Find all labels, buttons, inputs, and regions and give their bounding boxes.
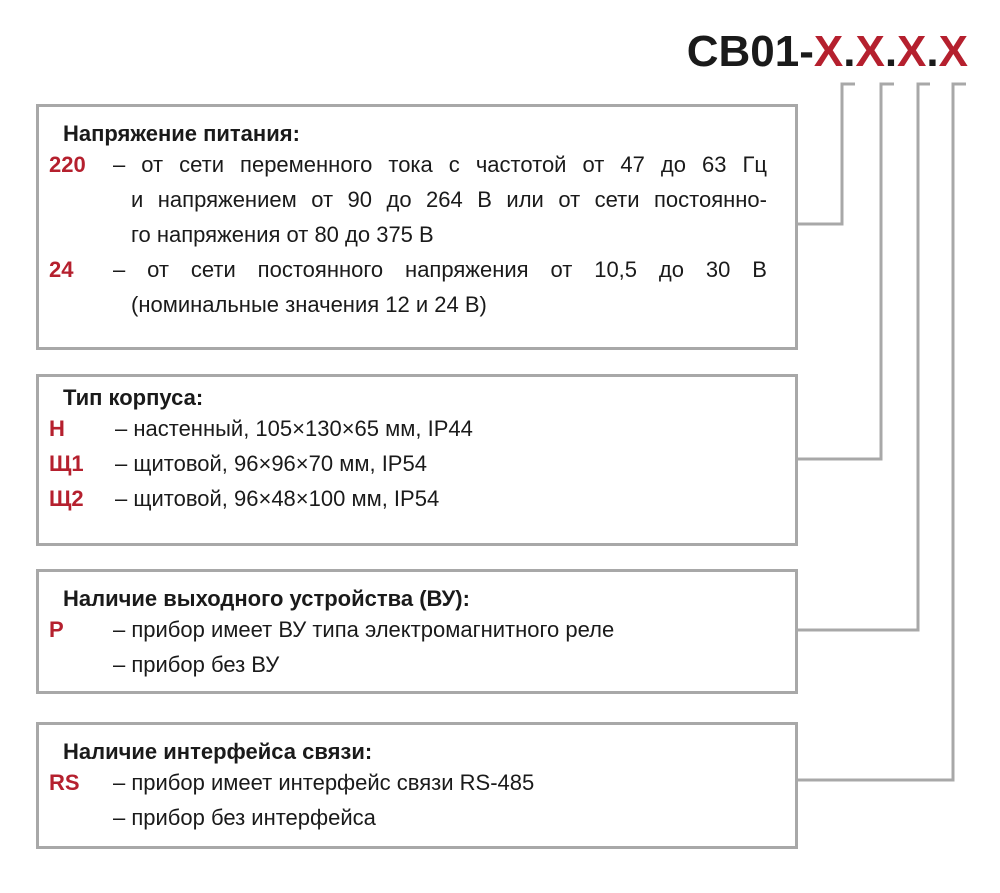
option-code: 220 xyxy=(49,152,86,177)
option-description xyxy=(115,481,795,516)
section-power-supply xyxy=(36,104,798,350)
desc-line: – прибор без интерфейса xyxy=(113,800,767,835)
option-code xyxy=(39,647,113,682)
desc-line: (номинальные значения 12 и 24 В) xyxy=(131,292,487,317)
desc-line: – щитовой, 96×96×70 мм, IP54 xyxy=(115,446,767,481)
option-220 xyxy=(39,147,795,252)
connector-housing xyxy=(798,84,894,459)
desc-line: – от сети переменного тока с частотой от 47 до 63 Гц xyxy=(113,147,767,182)
section-title: Наличие интерфейса связи: xyxy=(63,739,373,764)
option-description xyxy=(113,647,795,682)
option-description xyxy=(113,252,795,322)
desc-line: – прибор имеет интерфейс связи RS-485 xyxy=(113,765,767,800)
section-title: Наличие выходного устройства (ВУ): xyxy=(63,586,470,611)
option-description xyxy=(113,800,795,835)
option-code xyxy=(39,800,113,835)
option-none xyxy=(39,647,795,682)
option-description xyxy=(113,147,795,252)
section-title: Напряжение питания: xyxy=(63,121,300,146)
option-none xyxy=(39,800,795,835)
option-description xyxy=(115,411,795,446)
option-rs xyxy=(39,765,795,800)
desc-line: – прибор имеет ВУ типа электромагнитного реле xyxy=(113,612,767,647)
separator: . xyxy=(843,27,856,76)
desc-line: – от сети постоянного напряжения от 10,5 до 30 В xyxy=(113,252,767,287)
option-code: RS xyxy=(49,770,80,795)
model-prefix: СВ01- xyxy=(686,27,814,76)
option-description xyxy=(113,765,795,800)
option-description xyxy=(113,612,795,647)
placeholder-output: Х xyxy=(897,27,927,76)
placeholder-housing: Х xyxy=(855,27,885,76)
option-shch1 xyxy=(39,446,795,481)
section-title: Тип корпуса: xyxy=(63,385,204,410)
desc-line: го напряжения от 80 до 375 В xyxy=(131,222,434,247)
option-description xyxy=(115,446,795,481)
option-code: Р xyxy=(49,617,64,642)
separator: . xyxy=(926,27,939,76)
option-code: 24 xyxy=(49,257,74,282)
desc-line: и напряжением от 90 до 264 В или от сети постоянно- xyxy=(131,187,767,212)
section-interface xyxy=(36,722,798,849)
placeholder-interface: Х xyxy=(938,27,968,76)
connector-output xyxy=(798,84,930,630)
desc-line: – настенный, 105×130×65 мм, IP44 xyxy=(115,411,767,446)
option-shch2 xyxy=(39,481,795,516)
section-output-device xyxy=(36,569,798,694)
placeholder-power: Х xyxy=(813,27,844,76)
option-code: Щ2 xyxy=(49,486,84,511)
section-housing-type xyxy=(36,374,798,546)
connector-power xyxy=(798,84,855,224)
desc-line: – прибор без ВУ xyxy=(113,647,767,682)
desc-line: – щитовой, 96×48×100 мм, IP54 xyxy=(115,481,767,516)
option-r xyxy=(39,612,795,647)
option-code: Н xyxy=(49,416,65,441)
separator: . xyxy=(884,27,898,76)
option-24 xyxy=(39,252,795,322)
option-code: Щ1 xyxy=(49,451,84,476)
option-n xyxy=(39,411,795,446)
